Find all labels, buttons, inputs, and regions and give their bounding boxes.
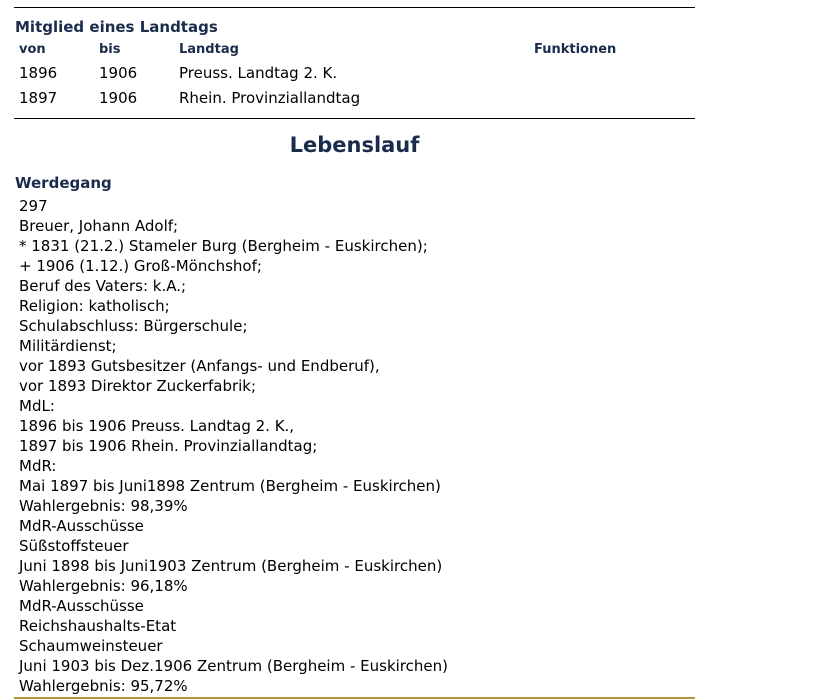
table-cell-landtag: Preuss. Landtag 2. K. bbox=[179, 64, 338, 82]
werdegang-line: MdR-Ausschüsse bbox=[19, 517, 144, 535]
column-header-von: von bbox=[19, 42, 46, 57]
werdegang-line: Religion: katholisch; bbox=[19, 297, 170, 315]
werdegang-line: Mai 1897 bis Juni1898 Zentrum (Bergheim - Euskirchen) bbox=[19, 477, 441, 495]
table-cell-bis: 1906 bbox=[99, 64, 138, 82]
section-divider bbox=[14, 118, 695, 119]
werdegang-line: MdL: bbox=[19, 397, 55, 415]
werdegang-line: * 1831 (21.2.) Stameler Burg (Bergheim - Euskirchen); bbox=[19, 237, 428, 255]
content-frame bbox=[14, 0, 695, 700]
werdegang-line: Süßstoffsteuer bbox=[19, 537, 129, 555]
werdegang-line: vor 1893 Direktor Zuckerfabrik; bbox=[19, 377, 257, 395]
werdegang-list bbox=[19, 196, 448, 696]
werdegang-line: Wahlergebnis: 98,39% bbox=[19, 497, 188, 515]
column-header-bis: bis bbox=[99, 42, 121, 57]
werdegang-line: 1896 bis 1906 Preuss. Landtag 2. K., bbox=[19, 417, 295, 435]
werdegang-line: Breuer, Johann Adolf; bbox=[19, 217, 179, 235]
werdegang-line: Beruf des Vaters: k.A.; bbox=[19, 277, 187, 295]
werdegang-line: Wahlergebnis: 95,72% bbox=[19, 677, 188, 695]
werdegang-line: + 1906 (1.12.) Groß-Mönchshof; bbox=[19, 257, 262, 275]
column-header-funktionen: Funktionen bbox=[534, 42, 617, 57]
werdegang-line: Schaumweinsteuer bbox=[19, 637, 163, 655]
werdegang-line: MdR: bbox=[19, 457, 57, 475]
column-header-landtag: Landtag bbox=[179, 42, 239, 57]
werdegang-line: Schulabschluss: Bürgerschule; bbox=[19, 317, 248, 335]
werdegang-line: Reichshaushalts-Etat bbox=[19, 617, 177, 635]
top-divider bbox=[14, 7, 695, 8]
table-cell-von: 1896 bbox=[19, 64, 58, 82]
werdegang-line: 297 bbox=[19, 197, 48, 215]
werdegang-line: Juni 1898 bis Juni1903 Zentrum (Bergheim - Euskirchen) bbox=[19, 557, 443, 575]
werdegang-line: vor 1893 Gutsbesitzer (Anfangs- und Endberuf), bbox=[19, 357, 380, 375]
mitglied-landtag-heading: Mitglied eines Landtags bbox=[15, 18, 218, 36]
werdegang-line: MdR-Ausschüsse bbox=[19, 597, 144, 615]
werdegang-line: Juni 1903 bis Dez.1906 Zentrum (Bergheim - Euskirchen) bbox=[19, 657, 448, 675]
bottom-divider bbox=[14, 697, 695, 699]
werdegang-line: Wahlergebnis: 96,18% bbox=[19, 577, 188, 595]
table-cell-bis: 1906 bbox=[99, 89, 138, 107]
lebenslauf-heading: Lebenslauf bbox=[289, 133, 420, 157]
werdegang-line: 1897 bis 1906 Rhein. Provinziallandtag; bbox=[19, 437, 318, 455]
table-cell-landtag: Rhein. Provinziallandtag bbox=[179, 89, 361, 107]
werdegang-heading: Werdegang bbox=[15, 174, 112, 192]
table-cell-von: 1897 bbox=[19, 89, 58, 107]
werdegang-line: Militärdienst; bbox=[19, 337, 117, 355]
